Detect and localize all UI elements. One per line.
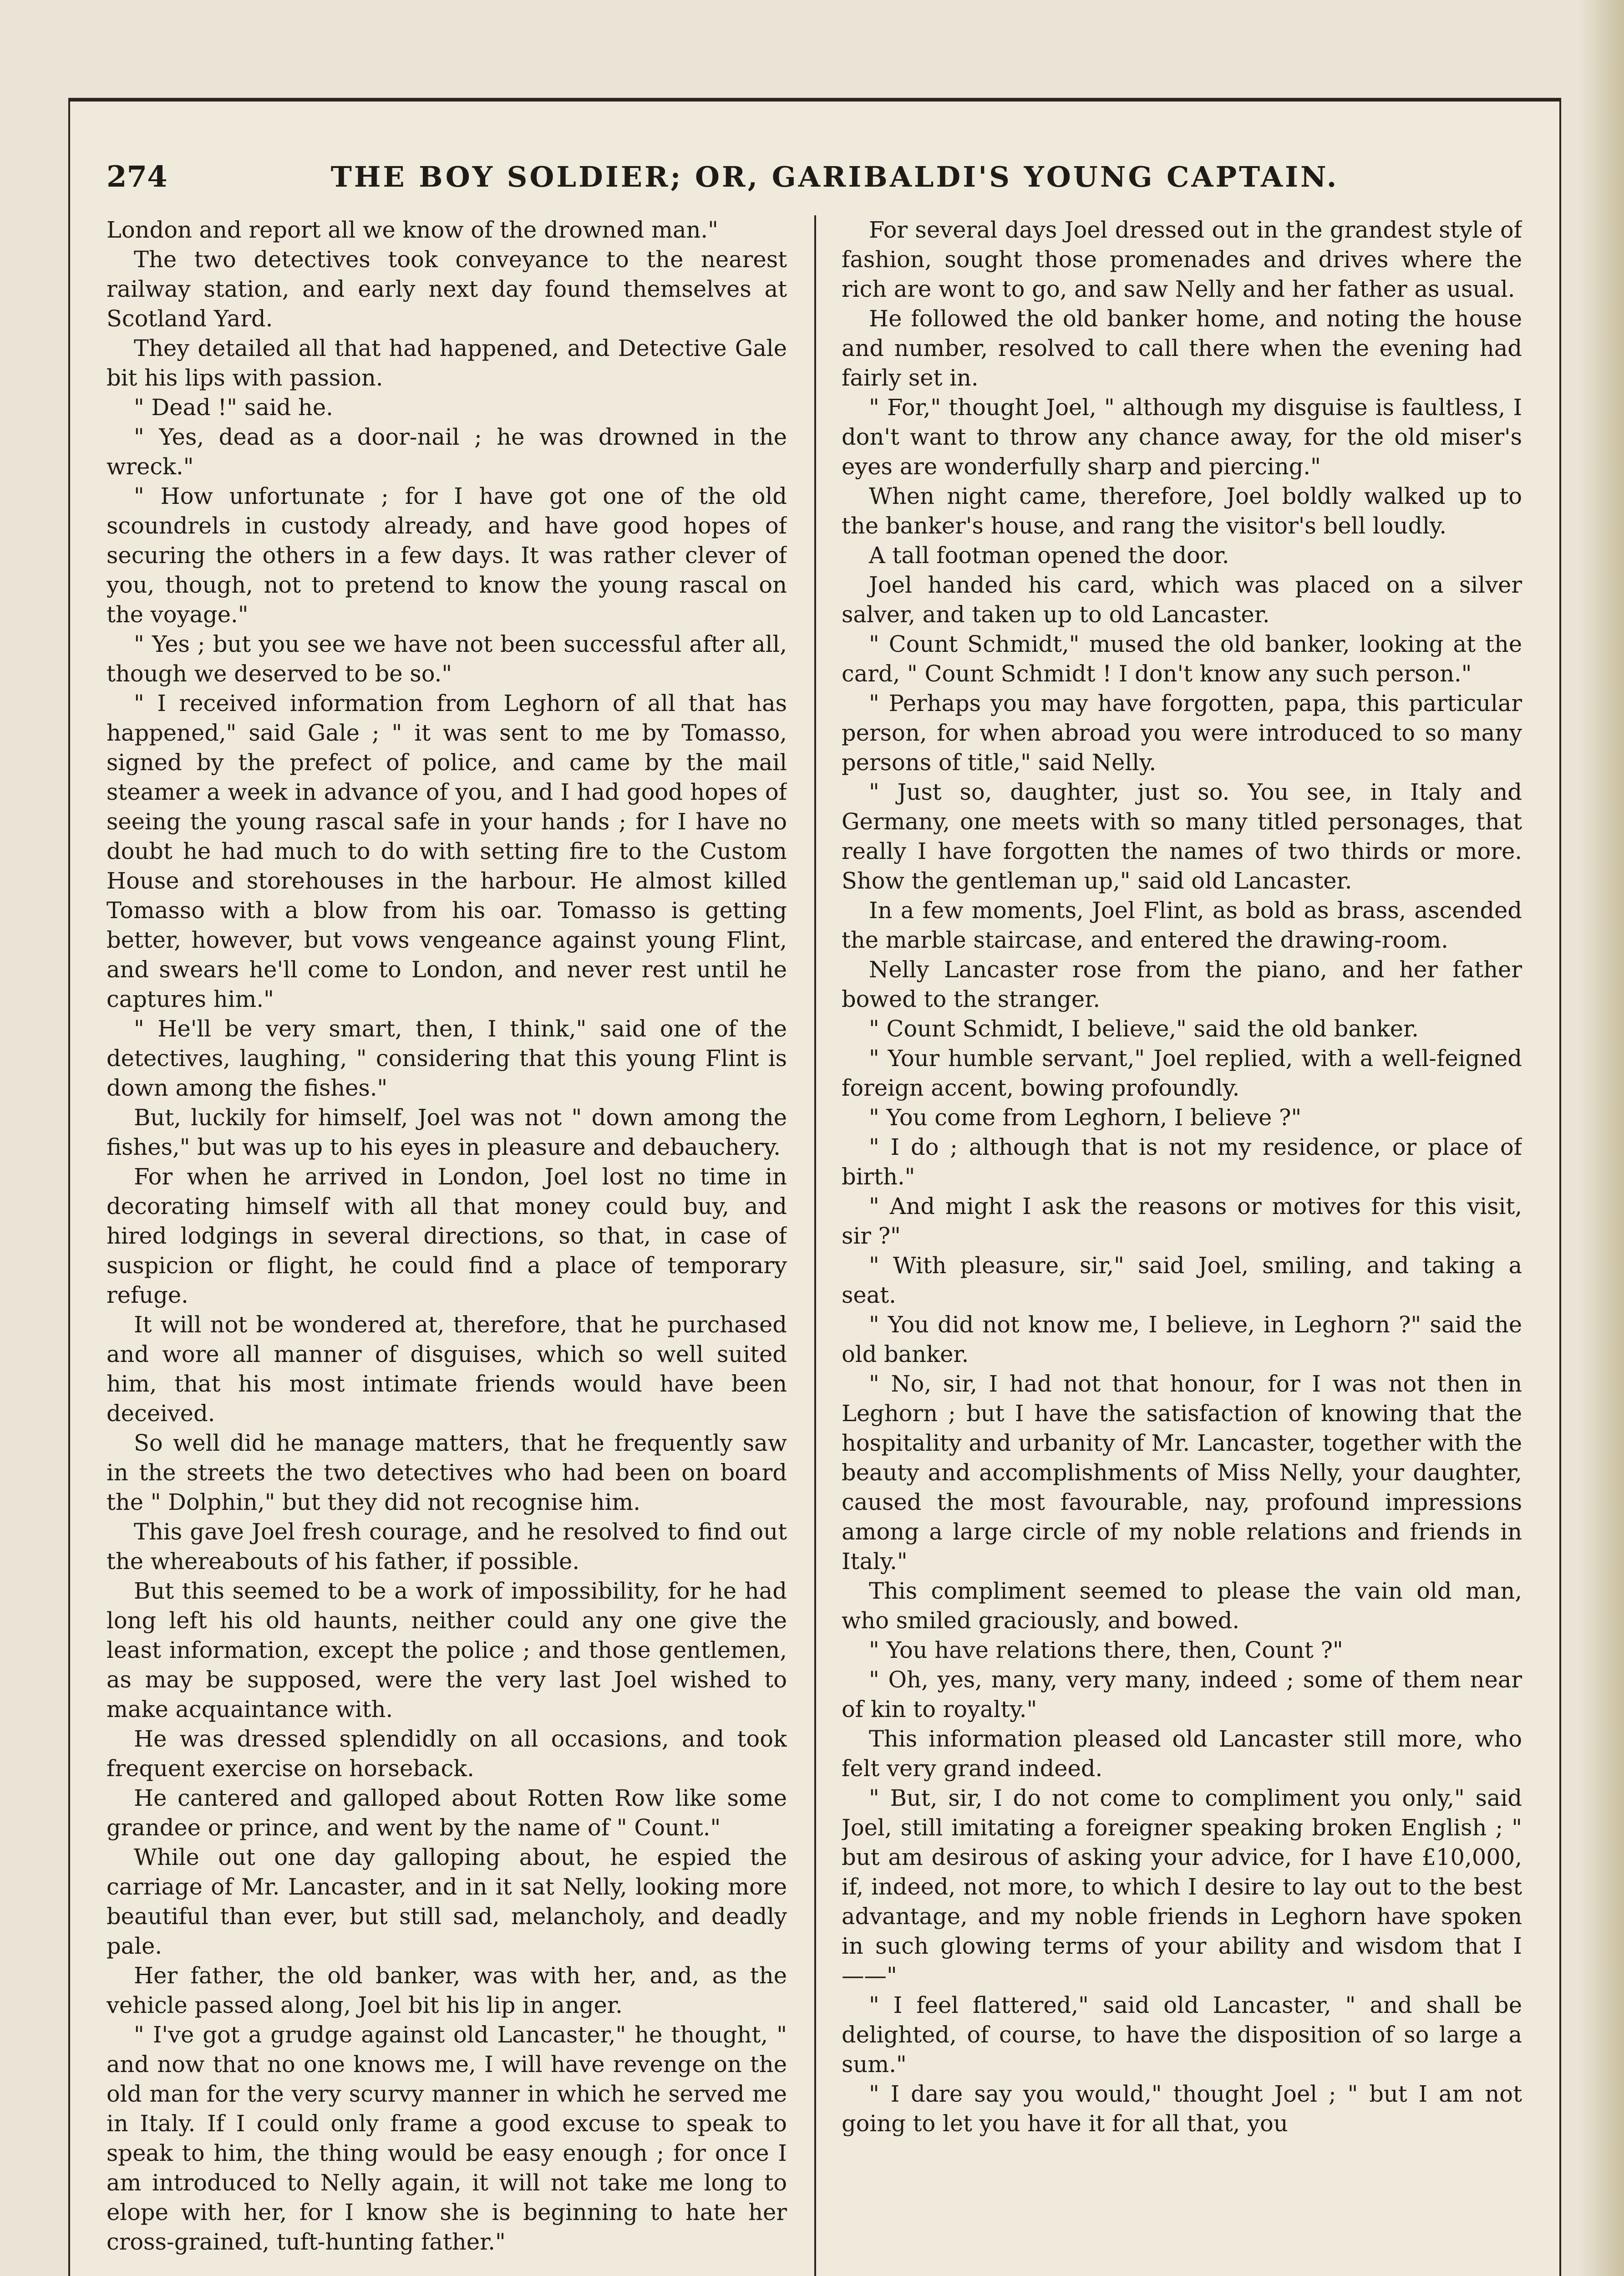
page-edge-shadow — [1578, 0, 1624, 2276]
column-divider — [814, 215, 816, 2276]
paragraph: He followed the old banker home, and noting the house and number, resolved to call there when the evening had fairly set in. — [842, 305, 1522, 391]
paragraph: This information pleased old Lancaster still more, who felt very grand indeed. — [842, 1726, 1522, 1782]
paragraph: The two detectives took conveyance to the nearest railway station, and early next day found themselves at Scotland Yard. — [107, 246, 787, 332]
paragraph: " You have relations there, then, Count ?" — [869, 1637, 1343, 1663]
paragraph: When night came, therefore, Joel boldly walked up to the banker's house, and rang the visitor's bell loudly. — [842, 483, 1522, 539]
paragraph: " Count Schmidt," mused the old banker, looking at the card, " Count Schmidt ! I don't know any such person." — [842, 631, 1522, 687]
running-title: THE BOY SOLDIER; OR, GARIBALDI'S YOUNG CAPTAIN. — [330, 160, 1339, 193]
left-column — [107, 215, 787, 2276]
paragraph: " You come from Leghorn, I believe ?" — [869, 1104, 1302, 1131]
paragraph: " Dead !" said he. — [134, 394, 333, 421]
paragraph: " Your humble servant," Joel replied, with a well-feigned foreign accent, bowing profoundly. — [842, 1045, 1522, 1101]
paragraph: This gave Joel fresh courage, and he resolved to find out the whereabouts of his father, if possible. — [107, 1519, 787, 1575]
paragraph: " For," thought Joel, " although my disguise is faultless, I don't want to throw any chance away, for the old miser's eyes are wonderfully sharp and piercing." — [842, 394, 1522, 480]
paragraph: " You did not know me, I believe, in Leghorn ?" said the old banker. — [842, 1311, 1522, 1367]
paragraph: " I do ; although that is not my residence, or place of birth." — [842, 1134, 1522, 1190]
paragraph: " Oh, yes, many, very many, indeed ; some of them near of kin to royalty." — [842, 1666, 1522, 1722]
paragraph: " I feel flattered," said old Lancaster, " and shall be delighted, of course, to have the disposition of so large a sum." — [842, 1992, 1522, 2078]
page-number: 274 — [107, 159, 167, 194]
paragraph: For when he arrived in London, Joel lost no time in decorating himself with all that money could buy, and hired lodgings in several directions, so that, in case of suspicion or flight, he could find a place of temporary refuge. — [107, 1163, 787, 1308]
paragraph: " I received information from Leghorn of all that has happened," said Gale ; " it was sent to me by Tomasso, signed by the prefect of police, and came by the mail steamer a week in advance of you, and I had good hopes of seeing the young rascal safe in your hands ; for I have no doubt he had much to do with setting fire to the Custom House and storehouses in the harbour. He almost killed Tomasso with a blow from his oar. Tomasso is getting better, however, but vows vengeance against young Flint, and swears he'll come to London, and never rest until he captures him." — [107, 690, 787, 1012]
paragraph: " How unfortunate ; for I have got one of the old scoundrels in custody already, and have good hopes of securing the others in a few days. It was rather clever of you, though, not to pretend to know the young rascal on the voyage." — [107, 483, 787, 628]
paragraph: So well did he manage matters, that he frequently saw in the streets the two detectives who had been on board the " Dolphin," but they did not recognise him. — [107, 1430, 787, 1515]
paragraph: For several days Joel dressed out in the grandest style of fashion, sought those promenades and drives where the rich are wont to go, and saw Nelly and her father as usual. — [842, 217, 1522, 302]
paragraph: While out one day galloping about, he espied the carriage of Mr. Lancaster, and in it sat Nelly, looking more beautiful than ever, but still sad, melancholy, and deadly pale. — [107, 1844, 787, 1959]
paragraph: " Just so, daughter, just so. You see, in Italy and Germany, one meets with so many titled personages, that really I have forgotten the names of two thirds or more. Show the gentleman up," said old Lancaster. — [842, 779, 1522, 894]
page-header — [107, 152, 1527, 202]
paragraph: " Yes, dead as a door-nail ; he was drowned in the wreck." — [107, 424, 787, 480]
paragraph: " Perhaps you may have forgotten, papa, this particular person, for when abroad you were introduced to so many persons of title," said Nelly. — [842, 690, 1522, 776]
paragraph: But, luckily for himself, Joel was not " down among the fishes," but was up to his eyes in pleasure and debauchery. — [107, 1104, 787, 1160]
paragraph: " I dare say you would," thought Joel ; " but I am not going to let you have it for all that, you — [842, 2081, 1522, 2137]
paragraph: " But, sir, I do not come to compliment you only," said Joel, still imitating a foreigner speaking broken English ; " but am desirous of asking your advice, for I have £10,000, if, indeed, not more, to which I desire to lay out to the best advantage, and my noble friends in Leghorn have spoken in such glowing terms of your ability and wisdom that I——" — [842, 1785, 1522, 1989]
paragraph: " Count Schmidt, I believe," said the old banker. — [869, 1016, 1419, 1042]
paragraph: " He'll be very smart, then, I think," said one of the detectives, laughing, " considering that this young Flint is down among the fishes." — [107, 1016, 787, 1101]
paragraph: Nelly Lancaster rose from the piano, and her father bowed to the stranger. — [842, 956, 1522, 1012]
paragraph: This compliment seemed to please the vain old man, who smiled graciously, and bowed. — [842, 1578, 1522, 1634]
paragraph: " Yes ; but you see we have not been successful after all, though we deserved to be so." — [107, 631, 787, 687]
paragraph: A tall footman opened the door. — [869, 542, 1229, 569]
magazine-page — [68, 98, 1561, 2276]
paragraph: London and report all we know of the drowned man." — [107, 217, 718, 243]
paragraph: " With pleasure, sir," said Joel, smiling, and taking a seat. — [842, 1252, 1522, 1308]
paragraph: Joel handed his card, which was placed on a silver salver, and taken up to old Lancaster. — [842, 572, 1522, 628]
paragraph: " And might I ask the reasons or motives for this visit, sir ?" — [842, 1193, 1522, 1249]
paragraph: It will not be wondered at, therefore, that he purchased and wore all manner of disguises, which so well suited him, that his most intimate friends would have been deceived. — [107, 1311, 787, 1427]
paragraph: He cantered and galloped about Rotten Row like some grandee or prince, and went by the name of " Count." — [107, 1785, 787, 1841]
right-column — [842, 215, 1522, 2276]
paragraph: " I've got a grudge against old Lancaster," he thought, " and now that no one knows me, I will have revenge on the old man for the very scurvy manner in which he served me in Italy. If I could only frame a good excuse to speak to speak to him, the thing would be easy enough ; for once I am introduced to Nelly again, it will not take me long to elope with her, for I know she is beginning to hate her cross-grained, tuft-hunting father." — [107, 2022, 787, 2255]
paragraph: They detailed all that had happened, and Detective Gale bit his lips with passion. — [107, 335, 787, 391]
paragraph: Her father, the old banker, was with her, and, as the vehicle passed along, Joel bit his lip in anger. — [107, 1962, 787, 2018]
paragraph: " No, sir, I had not that honour, for I was not then in Leghorn ; but I have the satisfaction of knowing that the hospitality and urbanity of Mr. Lancaster, together with the beauty and accomplishments of Miss Nelly, your daughter, caused the most favourable, nay, profound impressions among a large circle of my noble relations and friends in Italy." — [842, 1371, 1522, 1575]
paragraph: He was dressed splendidly on all occasions, and took frequent exercise on horseback. — [107, 1726, 787, 1782]
paragraph: In a few moments, Joel Flint, as bold as brass, ascended the marble staircase, and entered the drawing-room. — [842, 897, 1522, 953]
paragraph: But this seemed to be a work of impossibility, for he had long left his old haunts, neither could any one give the least information, except the police ; and those gentlemen, as may be supposed, were the very last Joel wished to make acquaintance with. — [107, 1578, 787, 1722]
